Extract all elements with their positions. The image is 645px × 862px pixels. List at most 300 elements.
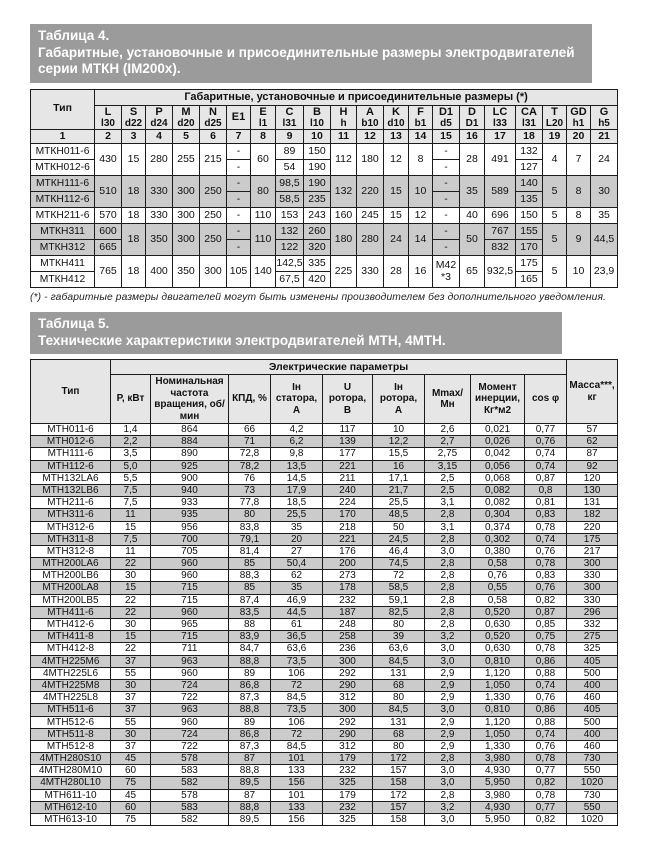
parameter-value-cell: 0,042 (471, 448, 525, 460)
parameter-value-cell: 30 (111, 679, 151, 691)
dimension-value-cell: - (433, 208, 460, 224)
dimension-value-cell: 140 (251, 256, 276, 288)
dimension-column-header (146, 105, 173, 130)
parameter-value-cell: 0,83 (525, 509, 567, 521)
parameter-value-cell: 0,82 (525, 594, 567, 606)
parameter-value-cell: 27 (271, 545, 323, 557)
parameter-value-cell: 217 (567, 545, 618, 557)
table4-footnote: (*) - габаритные размеры двигателей могут быть изменены производителем без дополнительного уведомления. (30, 292, 607, 303)
dimension-column-header (331, 105, 357, 130)
dimension-column-header (304, 105, 331, 130)
dimension-value-cell: 300 (200, 256, 227, 288)
column-number: 12 (357, 130, 384, 144)
parameter-value-cell: 120 (567, 472, 618, 484)
motor-type-cell: МТН112-6 (31, 460, 111, 472)
parameter-value-cell: 2,2 (111, 436, 151, 448)
parameter-value-cell: 211 (323, 472, 373, 484)
parameter-value-cell: 3,0 (425, 704, 471, 716)
table5-row (31, 679, 618, 691)
table5-row (31, 594, 618, 606)
parameter-value-cell: 330 (567, 570, 618, 582)
dimension-value-cell: 18 (122, 224, 146, 256)
parameter-value-cell: 722 (151, 692, 229, 704)
parameter-value-cell: 175 (567, 533, 618, 545)
dimension-value-cell: 28 (460, 144, 485, 176)
parameter-value-cell: 156 (271, 777, 323, 789)
motor-type-cell: МТКН411 (31, 256, 95, 272)
dimension-value-cell: 12 (409, 208, 433, 224)
parameter-value-cell: 89 (229, 716, 271, 728)
dimension-value-cell: 932,5 (485, 256, 516, 288)
parameter-value-cell: 956 (151, 521, 229, 533)
dimension-value-cell: 8 (409, 144, 433, 176)
dimension-value-cell: 10 (567, 256, 591, 288)
column-symbol: D (468, 105, 476, 118)
column-subsymbol: l31 (522, 117, 536, 129)
dimension-value-cell: 150 (516, 208, 543, 224)
parameter-value-cell: 2,8 (425, 753, 471, 765)
dimension-value-cell: 122 (276, 240, 304, 256)
dimension-value-cell: 330 (146, 176, 173, 208)
dimension-column-header (409, 105, 433, 130)
parameter-value-cell: 273 (323, 570, 373, 582)
parameter-value-cell: 3,2 (425, 801, 471, 813)
table5-row (31, 472, 618, 484)
motor-type-cell: МТН200LB5 (31, 594, 111, 606)
parameter-value-cell: 75 (111, 777, 151, 789)
motor-type-cell: МТН012-6 (31, 436, 111, 448)
parameter-value-cell: 960 (151, 570, 229, 582)
motor-type-cell: МТКН412 (31, 272, 95, 288)
parameter-value-cell: 48,5 (373, 509, 425, 521)
parameter-value-cell: 1,050 (471, 728, 525, 740)
parameter-value-cell: 583 (151, 801, 229, 813)
parameter-value-cell: 0,58 (471, 558, 525, 570)
dimension-value-cell: 350 (146, 224, 173, 256)
parameter-value-cell: 50,4 (271, 558, 323, 570)
parameter-value-cell: 2,9 (425, 692, 471, 704)
parameter-value-cell: 0,77 (525, 765, 567, 777)
parameter-value-cell: 578 (151, 753, 229, 765)
parameter-value-cell: 550 (567, 765, 618, 777)
parameter-value-cell: 158 (373, 814, 425, 826)
parameter-value-cell: 3,0 (425, 655, 471, 667)
column-symbol: C (285, 105, 294, 118)
dimension-value-cell: 765 (95, 256, 122, 288)
motor-type-cell: МТН611-10 (31, 789, 111, 801)
parameter-value-cell: 224 (323, 497, 373, 509)
parameter-value-cell: 85 (229, 558, 271, 570)
dimension-value-cell: 250 (200, 224, 227, 256)
parameter-value-cell: 45 (111, 753, 151, 765)
dimension-value-cell: 150 (304, 144, 331, 160)
parameter-value-cell: 300 (567, 558, 618, 570)
parameter-value-cell: 77,8 (229, 497, 271, 509)
column-number: 18 (516, 130, 543, 144)
table5-row (31, 570, 618, 582)
column-subsymbol: d24 (150, 117, 168, 129)
dimension-value-cell: 28 (384, 256, 409, 288)
parameter-value-cell: 86,8 (229, 679, 271, 691)
parameter-value-cell: 248 (323, 619, 373, 631)
parameter-value-cell: 71 (229, 436, 271, 448)
parameter-value-cell: 3,0 (425, 545, 471, 557)
parameter-value-cell: 5,5 (111, 472, 151, 484)
parameter-value-cell: 1,120 (471, 667, 525, 679)
dimension-value-cell: 105 (227, 256, 251, 288)
parameter-value-cell: 2,8 (425, 570, 471, 582)
parameter-value-cell: 0,74 (525, 460, 567, 472)
parameter-value-cell: 88,8 (229, 801, 271, 813)
column-subsymbol: l10 (310, 117, 324, 129)
parameter-value-cell: 84,5 (271, 692, 323, 704)
parameter-value-cell: 2,7 (425, 436, 471, 448)
column-subsymbol: b10 (361, 117, 379, 129)
column-symbol: T (551, 105, 558, 118)
dimension-value-cell: 127 (516, 160, 543, 176)
parameter-value-cell: 460 (567, 740, 618, 752)
parameter-value-cell: 177 (323, 448, 373, 460)
parameter-value-cell: 0,82 (525, 777, 567, 789)
parameter-value-cell: 0,78 (525, 643, 567, 655)
parameter-value-cell: 89,5 (229, 777, 271, 789)
dimension-value-cell: 8 (567, 176, 591, 208)
column-number: 4 (146, 130, 173, 144)
parameter-column-header: Iн статора, А (271, 375, 323, 424)
parameter-value-cell: 711 (151, 643, 229, 655)
dimension-value-cell: 175 (516, 256, 543, 272)
dimension-value-cell: 15 (122, 144, 146, 176)
column-number: 3 (122, 130, 146, 144)
parameter-value-cell: 724 (151, 679, 229, 691)
parameter-value-cell: 290 (323, 679, 373, 691)
parameter-value-cell: 3,0 (425, 765, 471, 777)
column-symbol: H (339, 105, 348, 118)
table5-row (31, 692, 618, 704)
parameter-value-cell: 933 (151, 497, 229, 509)
parameter-value-cell: 275 (567, 631, 618, 643)
column-number: 7 (227, 130, 251, 144)
parameter-value-cell: 16 (373, 460, 425, 472)
parameter-value-cell: 35 (271, 521, 323, 533)
dimension-column-header (543, 105, 567, 130)
parameter-value-cell: 325 (323, 814, 373, 826)
parameter-value-cell: 68 (373, 679, 425, 691)
parameter-value-cell: 133 (271, 765, 323, 777)
parameter-value-cell: 157 (373, 765, 425, 777)
parameter-value-cell: 258 (323, 631, 373, 643)
parameter-value-cell: 0,77 (525, 801, 567, 813)
parameter-value-cell: 25,5 (271, 509, 323, 521)
table4-row (31, 144, 618, 160)
column-symbol: G (599, 105, 609, 118)
column-subsymbol: d5 (440, 117, 452, 129)
motor-type-cell: МТН412-6 (31, 619, 111, 631)
motor-type-cell: МТН312-8 (31, 545, 111, 557)
parameter-value-cell: 10 (373, 424, 425, 436)
parameter-value-cell: 0,86 (525, 704, 567, 716)
column-subsymbol: l30 (101, 117, 115, 129)
parameter-value-cell: 15 (111, 521, 151, 533)
table5-row (31, 728, 618, 740)
dimension-value-cell: 245 (357, 208, 384, 224)
dimension-value-cell: - (433, 224, 460, 240)
column-number: 2 (95, 130, 122, 144)
parameter-value-cell: 292 (323, 716, 373, 728)
dimension-value-cell: 491 (485, 144, 516, 176)
column-number: 20 (567, 130, 591, 144)
dimension-value-cell: 15 (384, 208, 409, 224)
parameter-value-cell: 63,6 (373, 643, 425, 655)
dimension-value-cell: 180 (357, 144, 384, 176)
parameter-value-cell: 960 (151, 667, 229, 679)
parameter-value-cell: 0,75 (525, 631, 567, 643)
parameter-value-cell: 0,056 (471, 460, 525, 472)
parameter-value-cell: 2,9 (425, 679, 471, 691)
parameter-value-cell: 925 (151, 460, 229, 472)
dimension-value-cell: 190 (304, 176, 331, 192)
parameter-value-cell: 400 (567, 679, 618, 691)
column-symbol: E1 (231, 111, 246, 124)
parameter-value-cell: 101 (271, 753, 323, 765)
dimension-value-cell: 44,5 (591, 224, 618, 256)
dimension-column-header (276, 105, 304, 130)
parameter-value-cell: 88,8 (229, 765, 271, 777)
motor-type-cell: 4МТН225L6 (31, 667, 111, 679)
parameter-value-cell: 83,5 (229, 606, 271, 618)
parameter-value-cell: 240 (323, 484, 373, 496)
parameter-value-cell: 87,3 (229, 740, 271, 752)
table5-row (31, 619, 618, 631)
parameter-value-cell: 300 (323, 704, 373, 716)
parameter-value-cell: 0,810 (471, 655, 525, 667)
dimension-value-cell: 8 (567, 208, 591, 224)
column-number: 17 (485, 130, 516, 144)
dimension-value-cell: - (227, 176, 251, 192)
parameter-value-cell: 9,8 (271, 448, 323, 460)
motor-type-cell: МТН511-6 (31, 704, 111, 716)
parameter-value-cell: 66 (229, 424, 271, 436)
dimension-value-cell: 5 (543, 224, 567, 256)
dimension-value-cell: - (433, 160, 460, 176)
dimension-value-cell: M42 *3 (433, 256, 460, 288)
dimension-value-cell: 142,5 (276, 256, 304, 272)
parameter-value-cell: 0,76 (525, 436, 567, 448)
dimension-value-cell: 330 (357, 256, 384, 288)
parameter-value-cell: 5,0 (111, 460, 151, 472)
dimension-value-cell: - (433, 176, 460, 192)
parameter-value-cell: 82,5 (373, 606, 425, 618)
parameter-value-cell: 7,5 (111, 484, 151, 496)
parameter-value-cell: 17,9 (271, 484, 323, 496)
table4-title-label: Таблица 4. (38, 28, 110, 43)
table5-row (31, 460, 618, 472)
parameter-value-cell: 1,4 (111, 424, 151, 436)
table4-row (31, 240, 618, 256)
table5-row (31, 667, 618, 679)
dimension-value-cell: 280 (357, 224, 384, 256)
motor-type-cell: МТН111-6 (31, 448, 111, 460)
parameter-value-cell: 405 (567, 704, 618, 716)
parameter-value-cell: 312 (323, 692, 373, 704)
motor-type-cell: МТН312-6 (31, 521, 111, 533)
parameter-value-cell: 172 (373, 789, 425, 801)
parameter-value-cell: 39 (373, 631, 425, 643)
parameter-value-cell: 37 (111, 740, 151, 752)
motor-type-cell: МТН132LA6 (31, 472, 111, 484)
parameter-value-cell: 325 (323, 777, 373, 789)
motor-type-cell: МТКН011-6 (31, 144, 95, 160)
table5-title-label: Таблица 5. (38, 316, 110, 331)
column-subsymbol: d20 (177, 117, 195, 129)
parameter-value-cell: 131 (373, 667, 425, 679)
dimension-value-cell: 243 (304, 208, 331, 224)
parameter-value-cell: 117 (323, 424, 373, 436)
parameter-value-cell: 0,82 (525, 814, 567, 826)
parameter-column-header: cos φ (525, 375, 567, 424)
table5-row (31, 448, 618, 460)
parameter-value-cell: 131 (567, 497, 618, 509)
parameter-value-cell: 0,76 (471, 570, 525, 582)
dimension-value-cell: 255 (173, 144, 200, 176)
parameter-value-cell: 21,7 (373, 484, 425, 496)
parameter-value-cell: 2,8 (425, 594, 471, 606)
parameter-value-cell: 0,76 (525, 692, 567, 704)
motor-type-cell: МТКН111-6 (31, 176, 95, 192)
column-symbol: L (104, 105, 112, 118)
parameter-value-cell: 232 (323, 801, 373, 813)
motor-type-cell: 4МТН225M8 (31, 679, 111, 691)
column-subsymbol: l1 (258, 117, 268, 129)
motor-type-cell: МТКН211-6 (31, 208, 95, 224)
parameter-value-cell: 960 (151, 716, 229, 728)
motor-type-cell: МТН613-10 (31, 814, 111, 826)
parameter-value-cell: 15,5 (373, 448, 425, 460)
parameter-value-cell: 46,4 (373, 545, 425, 557)
parameter-value-cell: 57 (567, 424, 618, 436)
parameter-value-cell: 3,15 (425, 460, 471, 472)
parameter-value-cell: 79,1 (229, 533, 271, 545)
parameter-value-cell: 179 (323, 753, 373, 765)
column-subsymbol: h5 (598, 117, 610, 129)
table5-row (31, 521, 618, 533)
column-subsymbol: l33 (493, 117, 507, 129)
parameter-value-cell: 156 (271, 814, 323, 826)
table5-parameters-table (30, 359, 618, 826)
table5-row (31, 777, 618, 789)
dimension-value-cell: 98,5 (276, 176, 304, 192)
parameter-value-cell: 583 (151, 765, 229, 777)
parameter-value-cell: 55 (111, 716, 151, 728)
parameter-value-cell: 18,5 (271, 497, 323, 509)
dimension-value-cell: 23,9 (591, 256, 618, 288)
parameter-value-cell: 59,1 (373, 594, 425, 606)
parameter-value-cell: 2,5 (425, 472, 471, 484)
dimension-column-header (433, 105, 460, 130)
parameter-value-cell: 106 (271, 667, 323, 679)
parameter-value-cell: 0,520 (471, 606, 525, 618)
parameter-column-header: Номинальная частота вращения, об/мин (151, 375, 229, 424)
dimension-value-cell: 300 (173, 208, 200, 224)
motor-type-cell: МТН311-8 (31, 533, 111, 545)
column-number: 9 (276, 130, 304, 144)
table4-title-text: Габаритные, установочные и присоединительные размеры электродвигателей серии МТКН (IM200x). (38, 44, 575, 76)
parameter-value-cell: 1020 (567, 814, 618, 826)
parameter-value-cell: 101 (271, 789, 323, 801)
dimension-value-cell: 300 (173, 176, 200, 208)
parameter-value-cell: 705 (151, 545, 229, 557)
parameter-value-cell: 89,5 (229, 814, 271, 826)
parameter-value-cell: 312 (323, 740, 373, 752)
parameter-value-cell: 405 (567, 655, 618, 667)
dimension-value-cell: 112 (331, 144, 357, 176)
column-number: 14 (409, 130, 433, 144)
dimension-value-cell: 67,5 (276, 272, 304, 288)
parameter-value-cell: 2,8 (425, 533, 471, 545)
table5-row (31, 509, 618, 521)
parameter-value-cell: 0,74 (525, 533, 567, 545)
parameter-value-cell: 884 (151, 436, 229, 448)
table5-row (31, 716, 618, 728)
parameter-value-cell: 45 (111, 789, 151, 801)
parameter-value-cell: 35 (271, 582, 323, 594)
parameter-value-cell: 715 (151, 594, 229, 606)
parameter-value-cell: 2,8 (425, 619, 471, 631)
parameter-value-cell: 106 (271, 716, 323, 728)
table5-title-bar (30, 312, 562, 354)
dimension-value-cell: 140 (516, 176, 543, 192)
parameter-value-cell: 30 (111, 728, 151, 740)
dimension-column-header (357, 105, 384, 130)
dimension-value-cell: 54 (276, 160, 304, 176)
parameter-value-cell: 550 (567, 801, 618, 813)
dimension-column-header (591, 105, 618, 130)
column-symbol: E (259, 105, 267, 118)
motor-type-cell: 4МТН280S10 (31, 753, 111, 765)
parameter-value-cell: 172 (373, 753, 425, 765)
column-subsymbol: d22 (124, 117, 143, 129)
dimension-value-cell: 225 (331, 256, 357, 288)
parameter-value-cell: 24,5 (373, 533, 425, 545)
dimension-value-cell: 24 (591, 144, 618, 176)
parameter-value-cell: 50 (373, 521, 425, 533)
table5-title-text: Технические характеристики электродвигателей МТН, 4МТН. (38, 332, 446, 348)
parameter-value-cell: 2,5 (425, 484, 471, 496)
parameter-value-cell: 330 (567, 594, 618, 606)
dimension-column-header (516, 105, 543, 130)
parameter-value-cell: 87 (229, 789, 271, 801)
parameter-value-cell: 1,330 (471, 740, 525, 752)
motor-type-cell: МТН200LA8 (31, 582, 111, 594)
parameter-value-cell: 296 (567, 606, 618, 618)
parameter-value-cell: 0,374 (471, 521, 525, 533)
parameter-value-cell: 0,55 (471, 582, 525, 594)
parameter-value-cell: 963 (151, 655, 229, 667)
table5-group-header: Электрические параметры (111, 360, 567, 375)
parameter-value-cell: 890 (151, 448, 229, 460)
parameter-value-cell: 1,330 (471, 692, 525, 704)
parameter-value-cell: 2,8 (425, 558, 471, 570)
parameter-value-cell: 36,5 (271, 631, 323, 643)
table5-row (31, 533, 618, 545)
table5-row (31, 765, 618, 777)
dimension-value-cell: 696 (485, 208, 516, 224)
parameter-value-cell: 300 (567, 582, 618, 594)
parameter-value-cell: 14,5 (271, 472, 323, 484)
parameter-value-cell: 37 (111, 704, 151, 716)
parameter-value-cell: 965 (151, 619, 229, 631)
parameter-column-header: Р, кВт (111, 375, 151, 424)
